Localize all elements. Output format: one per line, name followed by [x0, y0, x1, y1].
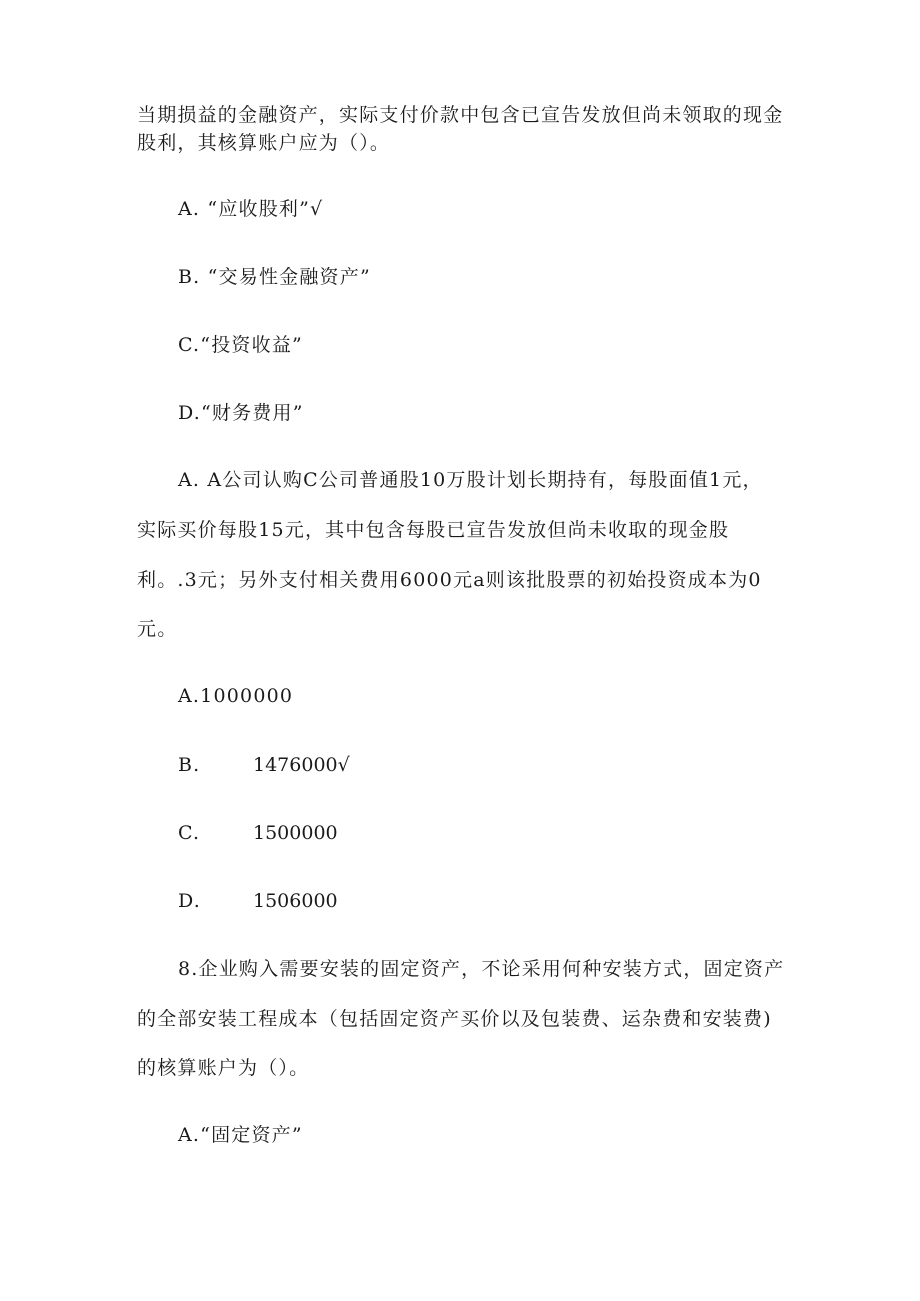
- option-d-value: 1506000: [253, 890, 338, 912]
- option-c-value: 1500000: [253, 822, 338, 844]
- option-a: A.“固定资产”: [178, 1124, 303, 1146]
- question-stem-line: 股利，其核算账户应为（）。: [137, 132, 391, 154]
- question-stem-line: 元。: [137, 618, 178, 640]
- question-stem-line: 的核算账户为（）。: [137, 1057, 310, 1079]
- option-c-label: C.: [178, 822, 201, 844]
- question-stem-line: 实际买价每股15元，其中包含每股已宣告发放但尚未收取的现金股: [137, 519, 730, 541]
- option-b: B. “交易性金融资产”: [178, 266, 371, 288]
- question-stem-line: A. A公司认购C公司普通股10万股计划长期持有，每股面值1元，: [178, 469, 763, 491]
- question-stem-line: 8.企业购入需要安装的固定资产，不论采用何种安装方式，固定资产: [178, 958, 785, 980]
- option-b-label: B.: [178, 754, 201, 776]
- option-a: A.1000000: [178, 685, 294, 707]
- option-b-value: 1476000√: [253, 754, 350, 776]
- option-d-label: D.: [178, 890, 201, 912]
- question-stem-line: 利。.3元；另外支付相关费用6000元a则该批股票的初始投资成本为0: [137, 569, 762, 591]
- question-stem-line: 的全部安装工程成本（包括固定资产买价以及包装费、运杂费和安装费): [137, 1008, 772, 1030]
- option-d: D.“财务费用”: [178, 402, 304, 424]
- option-c: C.“投资收益”: [178, 334, 303, 356]
- option-a: A. “应收股利”√: [178, 198, 324, 220]
- question-stem-line: 当期损益的金融资产，实际支付价款中包含已宣告发放但尚未领取的现金: [137, 104, 784, 126]
